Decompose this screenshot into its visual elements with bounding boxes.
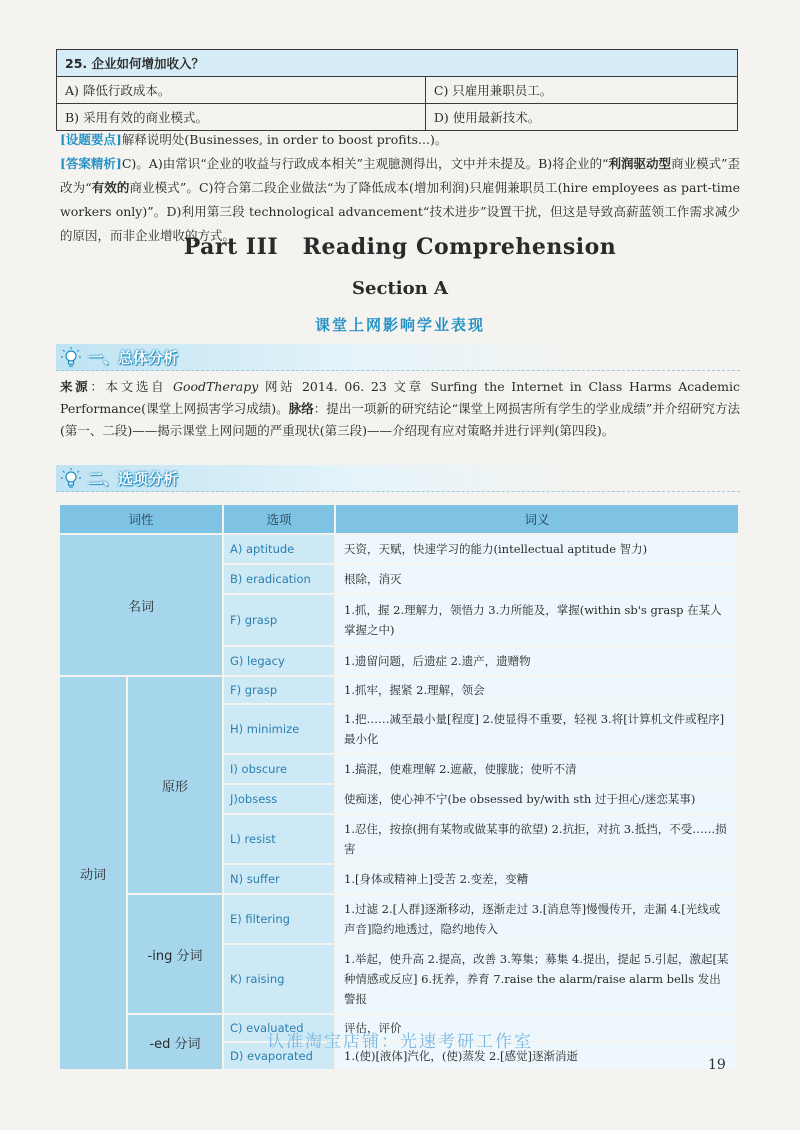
- option-c: C) 只雇用兼职员工。: [425, 77, 737, 104]
- pos-noun: 名词: [60, 535, 222, 675]
- row-meaning: 1.抓牢，握紧 2.理解，领会: [336, 677, 738, 703]
- question-prompt: 25. 企业如何增加收入？: [57, 50, 738, 77]
- pos-ed-participle: -ed 分词: [128, 1015, 222, 1069]
- article-title: 课堂上网影响学业表现: [314, 316, 485, 334]
- point-text: 解释说明处(Businesses, in order to boost profits...)。: [121, 132, 448, 147]
- overview-paragraph: [60, 376, 740, 442]
- pos-verb: 动词: [60, 677, 126, 1069]
- row-meaning: 1.(使)[液体]汽化，(使)蒸发 2.[感觉]逐渐消逝: [336, 1043, 738, 1069]
- source-label: 来源: [60, 379, 91, 394]
- row-word: F) grasp: [224, 595, 334, 645]
- lightbulb-icon: [60, 346, 82, 368]
- row-meaning: 1.遗留问题，后遗症 2.遗产，遗赠物: [336, 647, 738, 675]
- row-word: A) aptitude: [224, 535, 334, 563]
- row-meaning: 1.举起，使升高 2.提高，改善 3.筹集；募集 4.提出，提起 5.引起，激起[某种情感或反应] 6.抚养，养育 7.raise the alarm/raise alarm bells 发出警报: [336, 945, 738, 1013]
- row-word: E) filtering: [224, 895, 334, 943]
- source-text-1: ：本文选自: [90, 379, 173, 394]
- lightbulb-icon: [60, 467, 82, 489]
- row-meaning: 1.忍住，按捺(拥有某物或做某事的欲望) 2.抗拒，对抗 3.抵挡，不受……损害: [336, 815, 738, 863]
- header-option: 选项: [224, 505, 334, 533]
- row-word: H) minimize: [224, 705, 334, 753]
- row-word: B) eradication: [224, 565, 334, 593]
- pos-base-form: 原形: [128, 677, 222, 893]
- row-meaning: 根除，消灭: [336, 565, 738, 593]
- row-meaning: 1.抓，握 2.理解力，领悟力 3.力所能及，掌握(within sb's grasp 在某人掌握之中): [336, 595, 738, 645]
- option-b: B) 采用有效的商业模式。: [57, 104, 426, 131]
- row-meaning: 1.把……减至最小量[程度] 2.使显得不重要，轻视 3.将[计算机文件或程序]最小化: [336, 705, 738, 753]
- point-line: [60, 128, 740, 152]
- row-word: K) raising: [224, 945, 334, 1013]
- heading-overall-analysis: [56, 344, 740, 371]
- row-meaning: 1.过滤 2.[人群]逐渐移动，逐渐走过 3.[消息等]慢慢传开，走漏 4.[光线或声音]隐约地透过，隐约地传入: [336, 895, 738, 943]
- answer-analysis: [60, 128, 740, 248]
- table-row: [60, 677, 738, 703]
- row-word: N) suffer: [224, 865, 334, 893]
- section-title: Section A: [352, 278, 448, 299]
- row-meaning: 1.[身体或精神上]受苦 2.变差，变糟: [336, 865, 738, 893]
- header-pos: 词性: [60, 505, 222, 533]
- page-number: 19: [708, 1057, 726, 1073]
- store-watermark: 认准淘宝店铺：光速考研工作室: [267, 1032, 533, 1052]
- question-table: [56, 49, 738, 131]
- answer-bold-1: 利润驱动型: [608, 156, 672, 171]
- pos-ing-participle: -ing 分词: [128, 895, 222, 1013]
- header-meaning: 词义: [336, 505, 738, 533]
- row-word: F) grasp: [224, 677, 334, 703]
- row-meaning: 评估，评价: [336, 1015, 738, 1041]
- option-d: D) 使用最新技术。: [425, 104, 737, 131]
- table-row: [60, 895, 738, 943]
- row-word: G) legacy: [224, 647, 334, 675]
- point-label: [设题要点]: [60, 132, 122, 147]
- source-site: GoodTherapy: [172, 379, 259, 394]
- heading-text: 一、总体分析: [88, 349, 179, 367]
- row-meaning: 使痴迷，使心神不宁(be obsessed by/with sth 过于担心/迷恋某事): [336, 785, 738, 813]
- heading-option-analysis: [56, 465, 740, 492]
- row-meaning: 天资，天赋，快速学习的能力(intellectual aptitude 智力): [336, 535, 738, 563]
- context-label: 脉络: [288, 401, 314, 416]
- vocabulary-table: [58, 503, 740, 1071]
- row-word: C) evaluated: [224, 1015, 334, 1041]
- option-a: A) 降低行政成本。: [57, 77, 426, 104]
- table-row: [60, 535, 738, 563]
- answer-text-1: C)。A)由常识“企业的收益与行政成本相关”主观臆测得出，文中并未提及。B)将企业的“: [121, 156, 609, 171]
- context-text: ：提出一项新的研究结论“课堂上网损害所有学生的学业成绩”并介绍研究方法(第一、二段)——揭示课堂上网问题的严重现状(第三段)——介绍现有应对策略并进行评判(第四段)。: [60, 401, 740, 438]
- row-word: J)obsess: [224, 785, 334, 813]
- source-text-2: 网站 2014. 06. 23 文章 Surfing the Internet in Class Harms Academic Performance(课堂上网损害学习成绩)。: [60, 379, 740, 416]
- answer-text-3: 商业模式”。C)符合第二段企业做法“为了降低成本(增加利润)只雇佣兼职员工(hire employees as part-time workers only)”。D)利用第三段 technological advancement“技术进步”设置干扰，但这是导致高薪蓝领工作需求减少的原因，而非企业增收的方式。: [60, 180, 740, 243]
- heading-text: 二、选项分析: [88, 470, 179, 488]
- row-word: D) evaporated: [224, 1043, 334, 1069]
- table-header-row: [60, 505, 738, 533]
- answer-bold-2: 有效的: [91, 180, 130, 195]
- row-word: I) obscure: [224, 755, 334, 783]
- part-title: Part III Reading Comprehension: [183, 234, 617, 260]
- answer-label: [答案精析]: [60, 156, 122, 171]
- answer-text-2: 商业模式”歪改为“: [60, 156, 740, 195]
- row-word: L) resist: [224, 815, 334, 863]
- row-meaning: 1.搞混，使难理解 2.遮蔽，使朦胧；使听不清: [336, 755, 738, 783]
